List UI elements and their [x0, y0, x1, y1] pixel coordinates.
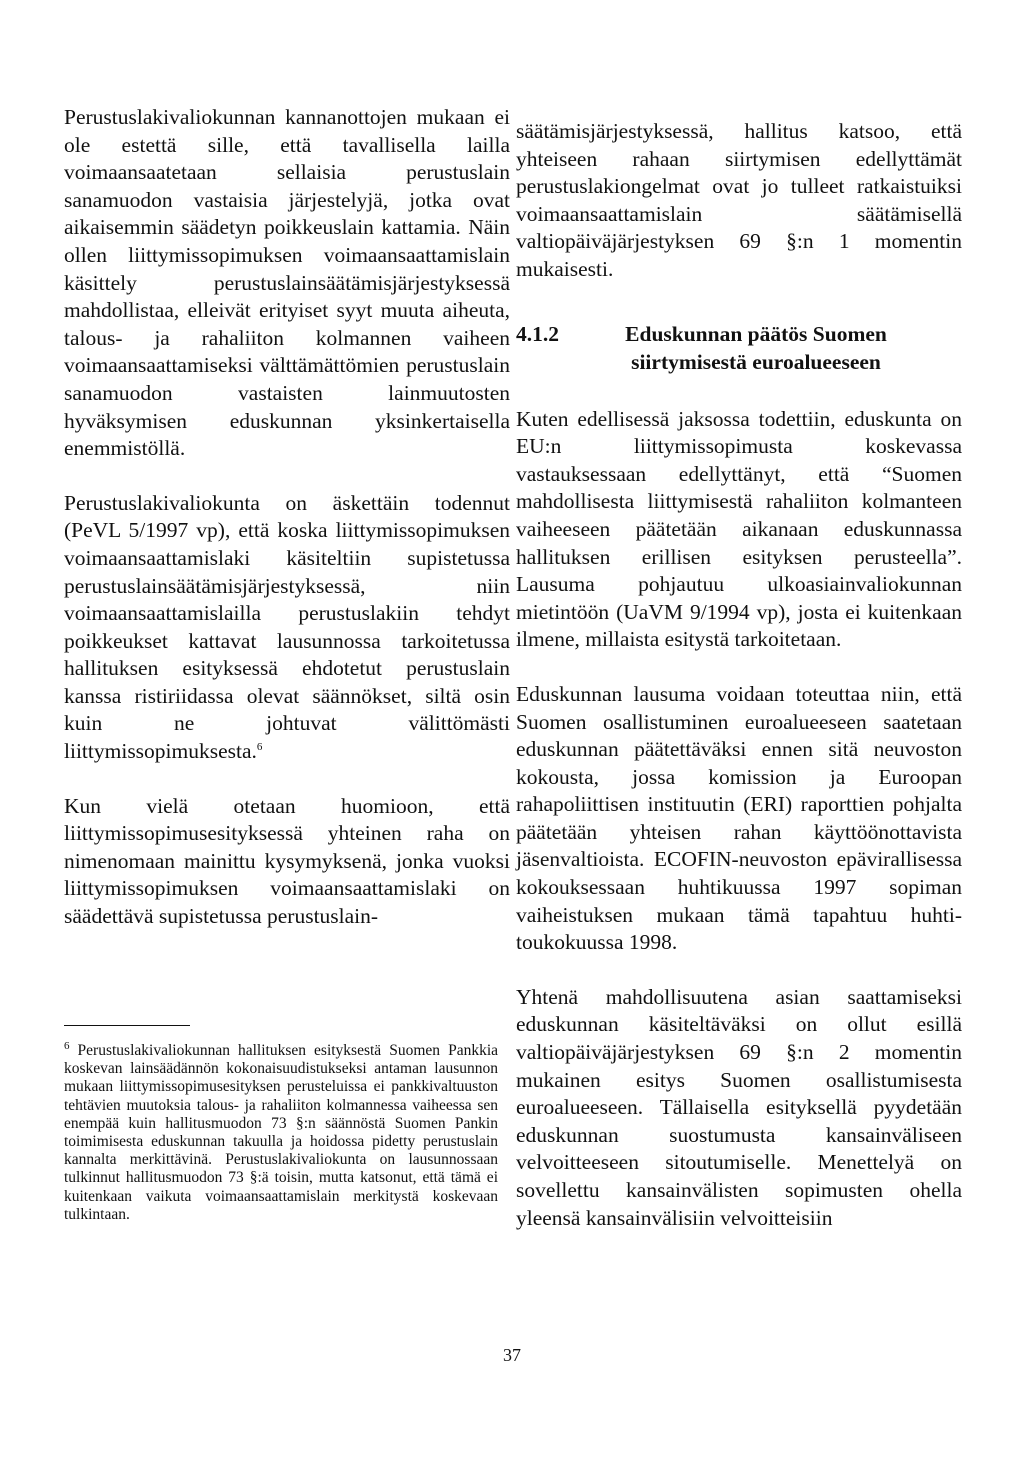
left-column — [64, 104, 510, 958]
right-paragraph-3: Yhtenä mahdollisuutena asian saattamiseksi eduskunnan käsiteltäväksi on ollut esillä valtiopäiväjärjestyksen 69 §:n 2 momentin mukainen esitys Suomen osallistumisesta euroalueeseen. Tällaisella esityksellä pyydetään eduskunnan suostumusta kansainväliseen velvoitteeseen sitoutumiselle. Menettelyä on sovellettu kansainvälisten sopimusten ohella yleensä kansainvälisiin velvoitteisiin — [516, 984, 962, 1230]
footnote-marker: 6 — [64, 1039, 70, 1052]
footnote-divider — [64, 1025, 190, 1026]
left-paragraph-1: Perustuslakivaliokunnan kannanottojen mukaan ei ole estettä sille, että tavallisella laillа voimaansaatetaan sellaisia perustuslain sanamuodon vastaisia järjestelyjä, jotka ovat aikaisemmin säädetyn poikkeuslain kattamia. Näin ollen liittymissopimuksen voimaansaattamislain käsittely perustuslainsäätämisjärjestyksessä mahdollistaa, elleivät erityiset syyt muuta aiheuta, talous- ja rahaliiton kolmannen vaiheen voimaansaattamiseksi välttämättömien perustuslain sanamuodon vastaisten lainmuutosten hyväksymisen eduskunnan yksinkertaisella enemmistöllä. — [64, 105, 510, 461]
left-paragraph-2 — [64, 490, 510, 766]
section-title: Eduskunnan päätös Suomen siirtymisestä euroalueeseen — [625, 321, 887, 374]
right-paragraph-2: Eduskunnan lausuma voidaan toteuttaa niin, että Suomen osallistuminen euroalueeseen saatetaan eduskunnan päätettäväksi ennen sitä neuvoston kokousta, jossa komission ja Euroopan rahapoliittisen instituutin (ERI) raporttien pohjalta päätetään yhteisen rahan käyttöönottavista jäsenvaltioista. ECOFIN-neuvoston epävirallisessa kokouksessaan huhtikuussa 1997 sopiman vaiheistuksen mukaan tämä tapahtuu huhti-toukokuussa 1998. — [516, 681, 962, 955]
left-paragraph-2-text: Perustuslakivaliokunta on äskettäin todennut (PeVL 5/1997 vp), että koska liittymissopimuksen voimaansaattamislaki käsiteltiin supistetussa perustuslainsäätämisjärjestyksessä, niin voimaansaattamislailla perustuslakiin tehdyt poikkeukset kattavat lausunnossa tarkoitetussa hallituksen esityksessä ehdotetut perustuslain kanssa ristiriidassa olevat säännökset, siltä osin kuin ne johtuvat välittömästi liittymissopimuksesta. — [64, 490, 510, 764]
right-paragraph-intro: säätämisjärjestyksessä, hallitus katsoo, että yhteiseen rahaan siirtymisen edellyttämät perustuslakiongelmat ovat jo tulleet ratkaistuiksi voimaansaattamislain säätämisellä valtiopäiväjärjestyksen 69 §:n 1 momentin mukaisesti. — [516, 119, 962, 281]
right-paragraph-1: Kuten edellisessä jaksossa todettiin, eduskunta on EU:n liittymissopimusta koskevassa vastauksessaan edellyttänyt, että “Suomen mahdollisesta liittymisestä rahaliiton kolmanteen vaiheeseen päätetään aikanaan eduskunnassa hallituksen erillisen esityksen perusteella”. Lausuma pohjautuu ulkoasiainvaliokunnan mietintöön (UaVM 9/1994 vp), josta ei kuitenkaan ilmene, millaista esitystä tarkoitetaan. — [516, 406, 962, 652]
section-number: 4.1.2 — [516, 321, 559, 346]
page-number: 37 — [503, 1345, 521, 1365]
right-column — [516, 118, 962, 1259]
footnote — [64, 1039, 499, 1224]
footnote-reference: 6 — [256, 740, 263, 753]
footnote-text: Perustuslakivaliokunnan hallituksen esityksestä Suomen Pankkia koskevan lainsäädännön kokonaisuudistukseksi antaman lausunnon mukaan liittymissopimusesityksen perusteluissa ei pankkivaltuuston tehtävien muutoksia talous- ja rahaliiton kolmannessa vaiheessa sen enempää kuin hallitusmuodon 73 §:n säännöstä Suomen Pankin toimimisesta eduskunnan takuulla ja hoidossa pidetty perustuslain kannalta merkittävinä. Perustuslakivaliokunta on lausunnossaan tulkinnut hallitusmuodon 73 §:ä toisin, mutta katsonut, että tämä ei kuitenkaan vaikuta voimaansaattamislain merkitystä koskevaan tulkintaan. — [64, 1042, 499, 1223]
left-paragraph-3: Kun vielä otetaan huomioon, että liittymissopimusesityksessä yhteinen raha on nimenomaan mainittu kysymyksenä, jonka vuoksi liittymissopimuksen voimaansaattamislaki on säädettävä supistetussa perustuslain- — [64, 793, 510, 929]
section-heading — [516, 320, 962, 376]
